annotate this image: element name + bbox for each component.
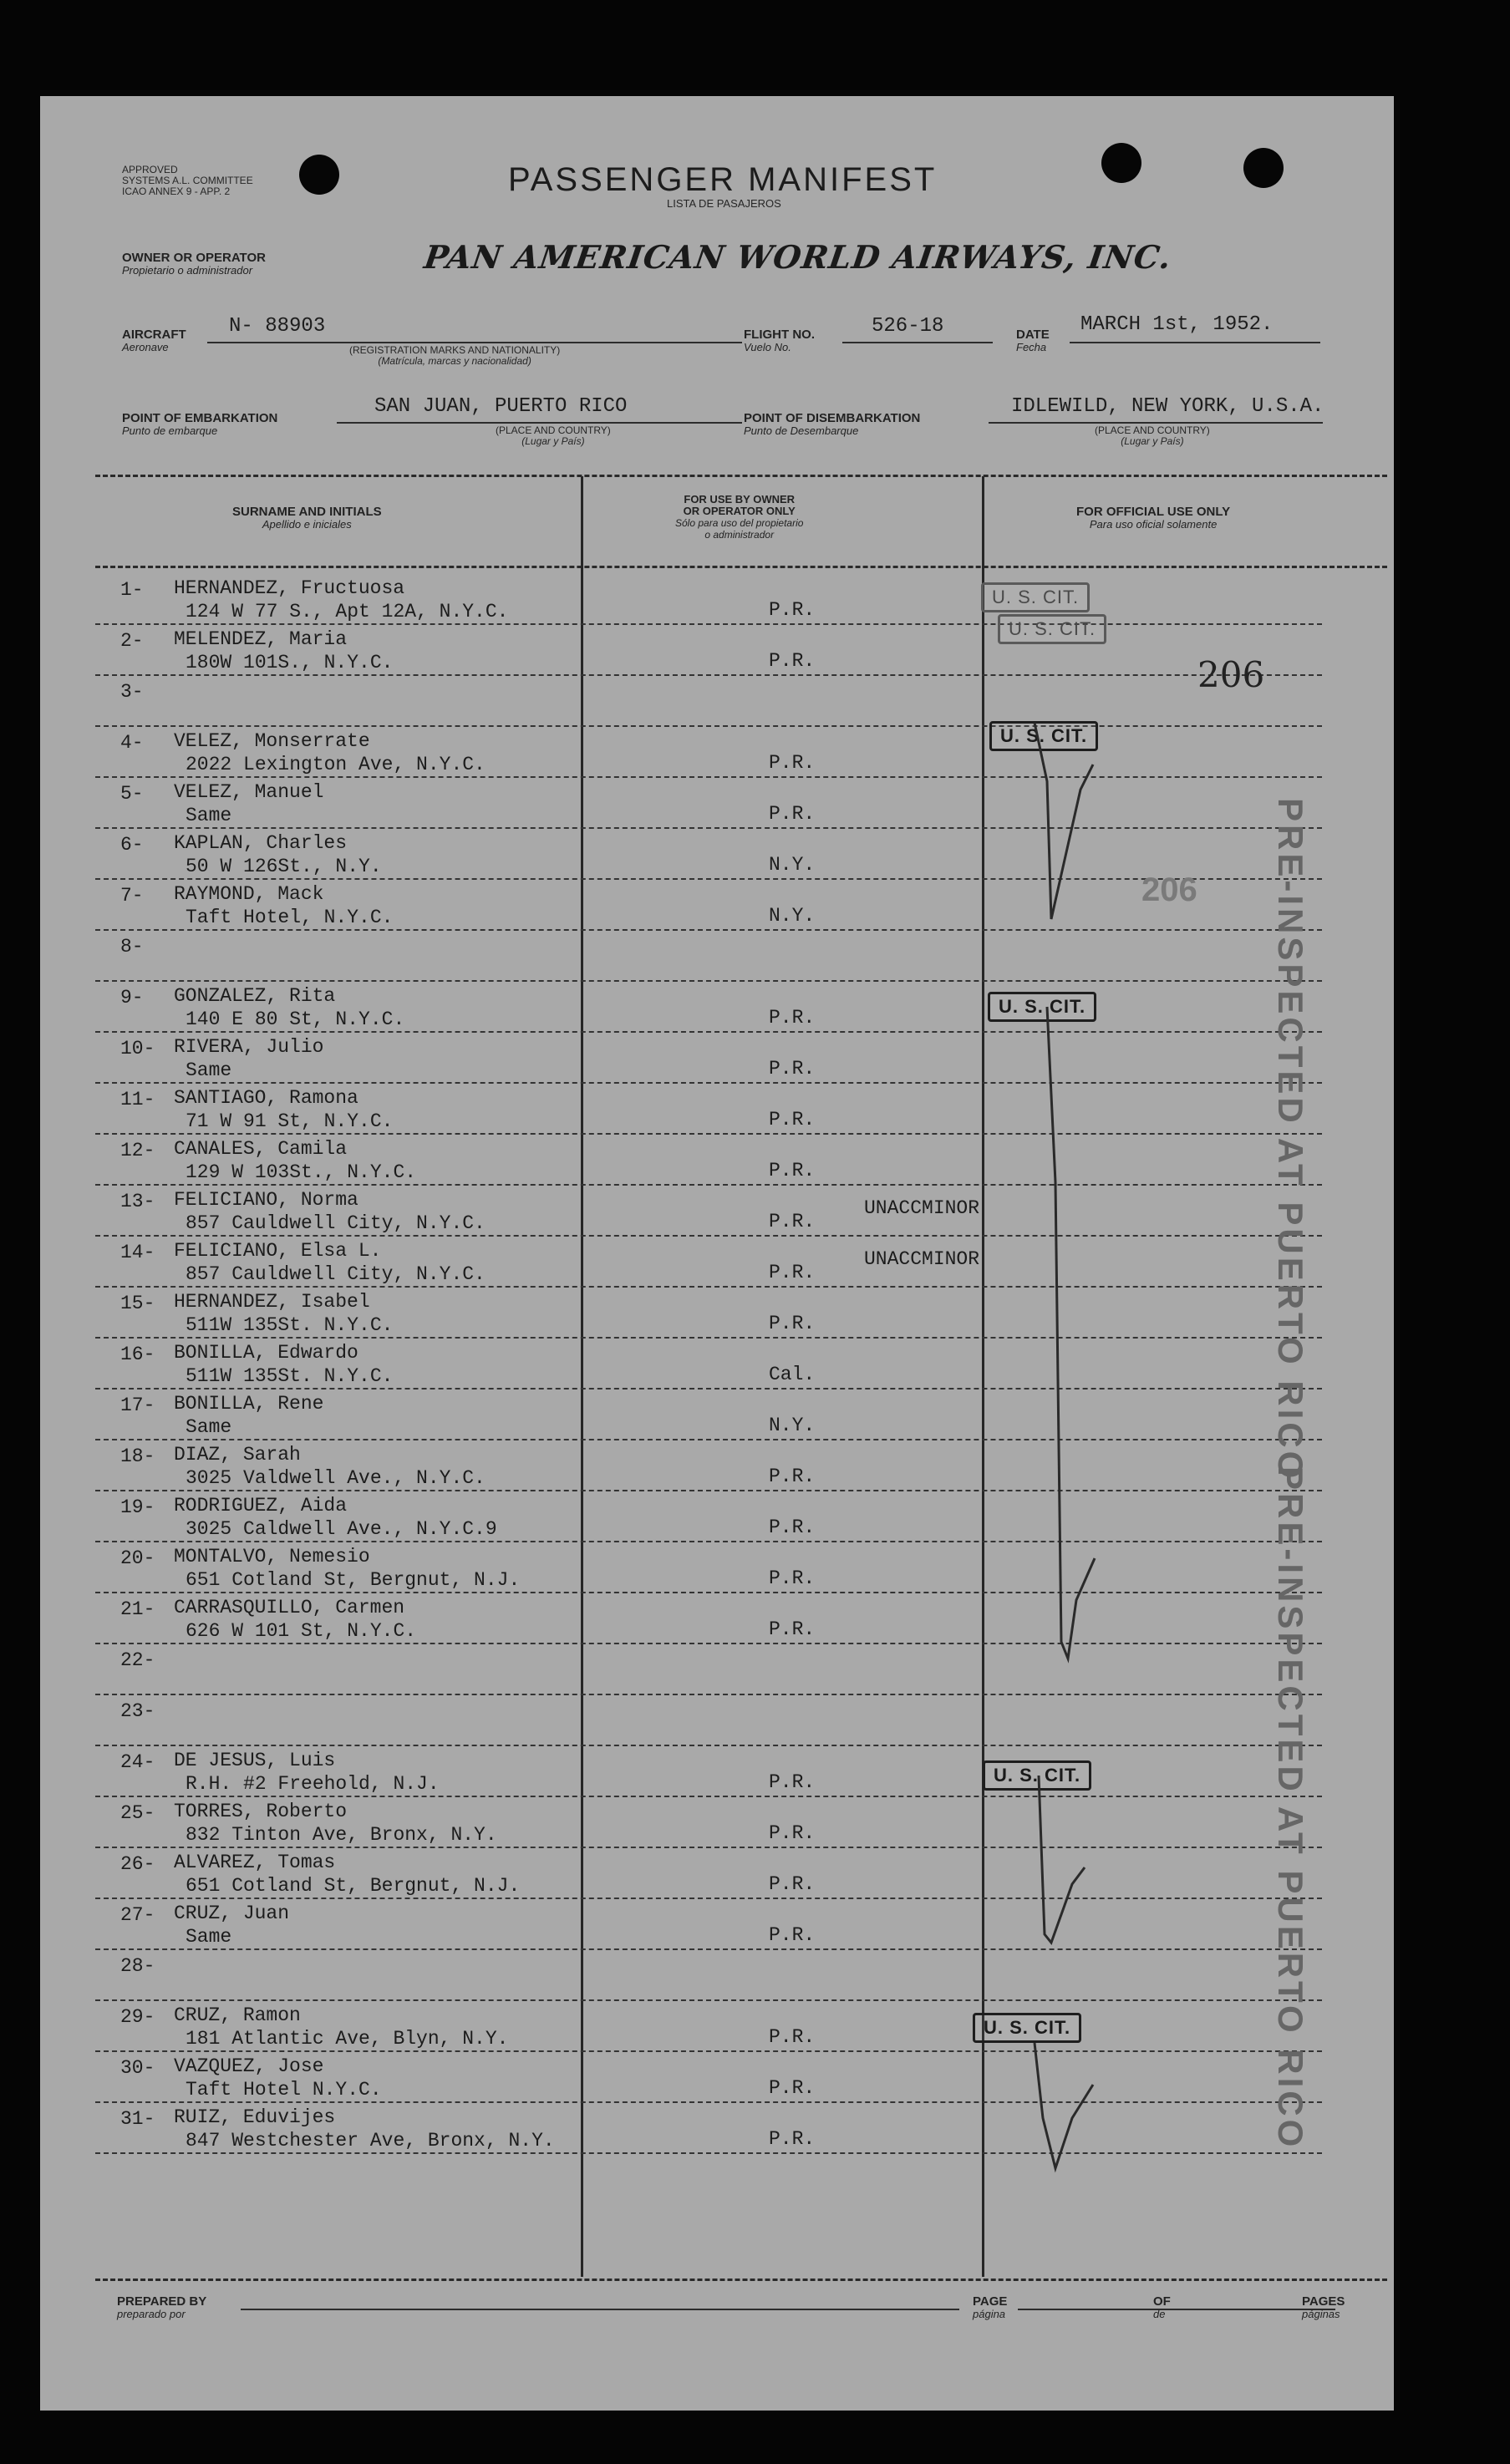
passenger-name: GONZALEZ, Rita [174, 985, 336, 1007]
passenger-name: KAPLAN, Charles [174, 832, 348, 854]
passenger-name: MELENDEZ, Maria [174, 628, 348, 650]
operator-code: P.R. [769, 2026, 816, 2048]
row-number: 15- [120, 1293, 155, 1314]
operator-code: P.R. [769, 1873, 816, 1895]
passenger-name: RUIZ, Eduvijes [174, 2106, 336, 2128]
stamped-count: 206 [1141, 871, 1197, 908]
passenger-name: TORRES, Roberto [174, 1801, 348, 1822]
owner-label: OWNER OR OPERATOR Propietario o administrador [122, 251, 266, 277]
row-number: 25- [120, 1802, 155, 1824]
approved-text: APPROVED [122, 164, 178, 175]
operator-code: P.R. [769, 1924, 816, 1946]
table-bottom-border [95, 2279, 1387, 2281]
passenger-address: Same [186, 1059, 232, 1081]
prepared-by-label: PREPARED BY preparado por [117, 2294, 207, 2320]
passenger-name: CRUZ, Juan [174, 1903, 290, 1924]
aircraft-value: N- 88903 [229, 315, 326, 338]
passenger-name: VAZQUEZ, Jose [174, 2055, 324, 2077]
operator-code: N.Y. [769, 854, 816, 876]
row-number: 5- [120, 783, 144, 805]
passenger-name: RIVERA, Julio [174, 1036, 324, 1058]
embark-label: POINT OF EMBARKATION Punto de embarque [122, 411, 278, 437]
row-number: 21- [120, 1598, 155, 1620]
passenger-address: 180W 101S., N.Y.C. [186, 652, 394, 673]
row-number: 26- [120, 1853, 155, 1875]
passenger-name: VELEZ, Monserrate [174, 730, 370, 752]
passenger-name: BONILLA, Rene [174, 1393, 324, 1415]
check-mark-4 [1035, 2043, 1093, 2168]
row-number: 24- [120, 1751, 155, 1773]
operator-code: P.R. [769, 1313, 816, 1334]
row-number: 29- [120, 2006, 155, 2028]
page-subtitle: LISTA DE PASAJEROS [667, 197, 781, 210]
operator-code: P.R. [769, 803, 816, 825]
passenger-name: DIAZ, Sarah [174, 1444, 301, 1466]
operator-code: P.R. [769, 650, 816, 672]
passenger-name: VELEZ, Manuel [174, 781, 324, 803]
passenger-address: 511W 135St. N.Y.C. [186, 1365, 394, 1387]
of-label: OF de [1153, 2294, 1171, 2320]
operator-code: P.R. [769, 2077, 816, 2099]
aircraft-note: (REGISTRATION MARKS AND NATIONALITY) (Matrícula, marcas y nacionalidad) [349, 344, 561, 367]
passenger-name: SANTIAGO, Ramona [174, 1087, 358, 1109]
passenger-address: 3025 Caldwell Ave., N.Y.C.9 [186, 1518, 497, 1540]
operator-code: P.R. [769, 1109, 816, 1130]
col-header-operator: FOR USE BY OWNER OR OPERATOR ONLY Sólo para uso del propietario o administrador [675, 493, 804, 541]
flight-label: FLIGHT NO. Vuelo No. [744, 328, 815, 353]
manifest-page [40, 96, 1394, 2411]
passenger-name: ALVAREZ, Tomas [174, 1852, 336, 1873]
passenger-name: FELICIANO, Elsa L. [174, 1240, 382, 1262]
row-number: 12- [120, 1140, 155, 1161]
check-mark-3 [1039, 1776, 1085, 1943]
operator-code: P.R. [769, 1517, 816, 1538]
operator-code: Cal. [769, 1364, 816, 1385]
passenger-address: Same [186, 1416, 232, 1438]
row-number: 20- [120, 1547, 155, 1569]
us-cit-stamp-1: U. S. CIT. [981, 582, 1090, 612]
row-number: 10- [120, 1038, 155, 1059]
operator-code: P.R. [769, 1771, 816, 1793]
passenger-name: FELICIANO, Norma [174, 1189, 358, 1211]
row-number: 2- [120, 630, 144, 652]
row-number: 1- [120, 579, 144, 601]
passenger-name: MONTALVO, Nemesio [174, 1546, 370, 1567]
operator-code: P.R. [769, 1618, 816, 1640]
passenger-address: 2022 Lexington Ave, N.Y.C. [186, 754, 486, 775]
preinspected-stamp-1: PRE-INSPECTED AT PUERTO RICO [1271, 798, 1310, 1482]
aircraft-label: AIRCRAFT Aeronave [122, 328, 186, 353]
operator-code: P.R. [769, 1160, 816, 1181]
passenger-address: 651 Cotland St, Bergnut, N.J. [186, 1569, 521, 1591]
passenger-address: Taft Hotel N.Y.C. [186, 2079, 382, 2101]
us-cit-stamp-3: U. S. CIT. [989, 721, 1098, 751]
passenger-address: Same [186, 1926, 232, 1948]
us-cit-stamp-6: U. S. CIT. [973, 2013, 1081, 2043]
row-number: 8- [120, 936, 144, 958]
operator-code: N.Y. [769, 1415, 816, 1436]
passenger-address: 857 Cauldwell City, N.Y.C. [186, 1212, 486, 1234]
operator-code: P.R. [769, 1007, 816, 1029]
us-cit-stamp-5: U. S. CIT. [983, 1760, 1091, 1791]
passenger-name: RAYMOND, Mack [174, 883, 324, 905]
operator-code: P.R. [769, 599, 816, 621]
passenger-address: Same [186, 805, 232, 826]
disembark-value: IDLEWILD, NEW YORK, U.S.A. [1011, 395, 1324, 418]
passenger-name: CANALES, Camila [174, 1138, 348, 1160]
row-number: 16- [120, 1344, 155, 1365]
row-number: 23- [120, 1700, 155, 1722]
row-number: 14- [120, 1242, 155, 1263]
date-label: DATE Fecha [1016, 328, 1050, 353]
row-number: 17- [120, 1395, 155, 1416]
pages-label: PAGES páginas [1302, 2294, 1345, 2320]
passenger-address: 626 W 101 St, N.Y.C. [186, 1620, 417, 1642]
row-number: 30- [120, 2057, 155, 2079]
passenger-name: RODRIGUEZ, Aida [174, 1495, 348, 1517]
row-number: 19- [120, 1496, 155, 1518]
passenger-name: CRUZ, Ramon [174, 2004, 301, 2026]
passenger-address: R.H. #2 Freehold, N.J. [186, 1773, 440, 1795]
handwritten-count: 206 [1197, 654, 1265, 695]
row-number: 11- [120, 1089, 155, 1110]
passenger-address: 847 Westchester Ave, Bronx, N.Y. [186, 2130, 555, 2152]
owner-value: PAN AMERICAN WORLD AIRWAYS, INC. [421, 238, 1175, 276]
col-header-official: FOR OFFICIAL USE ONLY Para uso oficial solamente [1076, 505, 1231, 531]
passenger-name: CARRASQUILLO, Carmen [174, 1597, 405, 1618]
row-number: 13- [120, 1191, 155, 1212]
row-number: 22- [120, 1649, 155, 1671]
row-number: 3- [120, 681, 144, 703]
row-number: 4- [120, 732, 144, 754]
operator-code: P.R. [769, 1211, 816, 1232]
operator-code: P.R. [769, 2128, 816, 2150]
passenger-name: BONILLA, Edwardo [174, 1342, 358, 1364]
passenger-address: 50 W 126St., N.Y. [186, 856, 382, 877]
preinspected-stamp-2: PRE-INSPECTED AT PUERTO RICO [1271, 1466, 1310, 2151]
check-marks [40, 96, 1394, 2411]
passenger-address: 511W 135St. N.Y.C. [186, 1314, 394, 1336]
date-value: MARCH 1st, 1952. [1080, 313, 1274, 336]
us-cit-stamp-4: U. S. CIT. [988, 992, 1096, 1022]
operator-code: P.R. [769, 752, 816, 774]
passenger-name: HERNANDEZ, Isabel [174, 1291, 370, 1313]
check-mark-2 [1047, 1007, 1095, 1659]
passenger-address: 129 W 103St., N.Y.C. [186, 1161, 417, 1183]
flight-value: 526-18 [872, 315, 944, 338]
passenger-address: Taft Hotel, N.Y.C. [186, 907, 394, 928]
row-number: 9- [120, 987, 144, 1008]
committee-text: SYSTEMS A.L. COMMITTEE [122, 175, 253, 186]
passenger-address: 71 W 91 St, N.Y.C. [186, 1110, 394, 1132]
row-number: 27- [120, 1904, 155, 1926]
operator-note: UNACCMINOR [864, 1248, 980, 1270]
passenger-address: 651 Cotland St, Bergnut, N.J. [186, 1875, 521, 1897]
disembark-label: POINT OF DISEMBARKATION Punto de Desembarque [744, 411, 921, 437]
page-title: PASSENGER MANIFEST [508, 161, 938, 198]
embark-place-note: (PLACE AND COUNTRY) (Lugar y País) [496, 424, 611, 447]
row-number: 7- [120, 885, 144, 907]
us-cit-stamp-2: U. S. CIT. [998, 614, 1106, 644]
passenger-address: 124 W 77 S., Apt 12A, N.Y.C. [186, 601, 509, 622]
operator-code: P.R. [769, 1822, 816, 1844]
operator-code: P.R. [769, 1466, 816, 1487]
operator-note: UNACCMINOR [864, 1197, 980, 1219]
row-number: 6- [120, 834, 144, 856]
row-number: 28- [120, 1955, 155, 1977]
row-number: 31- [120, 2108, 155, 2130]
annex-text: ICAO ANNEX 9 - APP. 2 [122, 185, 231, 197]
passenger-name: DE JESUS, Luis [174, 1750, 336, 1771]
operator-code: P.R. [769, 1058, 816, 1080]
operator-code: P.R. [769, 1262, 816, 1283]
passenger-address: 3025 Valdwell Ave., N.Y.C. [186, 1467, 486, 1489]
passenger-address: 181 Atlantic Ave, Blyn, N.Y. [186, 2028, 509, 2050]
embark-value: SAN JUAN, PUERTO RICO [374, 395, 628, 418]
row-number: 18- [120, 1445, 155, 1467]
operator-code: N.Y. [769, 905, 816, 927]
passenger-address: 857 Cauldwell City, N.Y.C. [186, 1263, 486, 1285]
check-mark-1 [1035, 723, 1093, 919]
col-header-name: SURNAME AND INITIALS Apellido e iniciales [232, 505, 382, 531]
passenger-address: 140 E 80 St, N.Y.C. [186, 1008, 405, 1030]
disembark-place-note: (PLACE AND COUNTRY) (Lugar y País) [1095, 424, 1210, 447]
passenger-name: HERNANDEZ, Fructuosa [174, 577, 405, 599]
operator-code: P.R. [769, 1567, 816, 1589]
page-label: PAGE página [973, 2294, 1008, 2320]
passenger-address: 832 Tinton Ave, Bronx, N.Y. [186, 1824, 497, 1846]
